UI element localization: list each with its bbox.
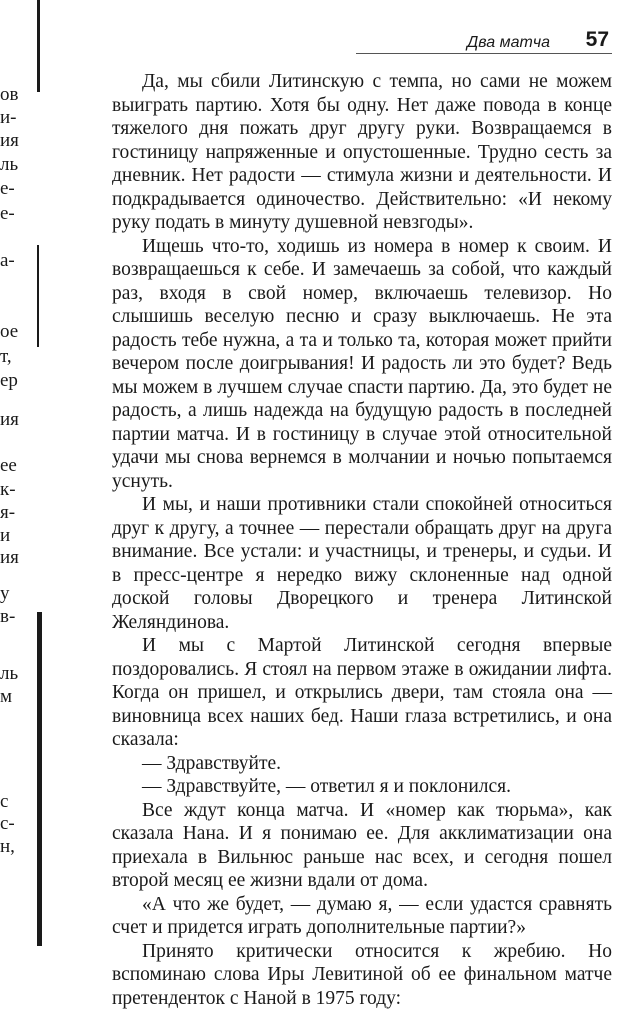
dialogue-line: — Здравствуйте. <box>112 752 612 776</box>
text-body <box>112 70 612 1010</box>
paragraph: Да, мы сбили Литинскую с темпа, но сами не можем выиграть партию. Хотя бы одну. Нет даже повода в конце тяжелого дня пожать друг другу руки. Возвращаемся в гостиницу напряженные и опустошенные. Трудно сесть за дневник. Нет радости — стимула жизни и деятельности. И подкрадывается одиночество. Действительно: «И некому руку подать в минуту душевной невзгоды». <box>112 70 612 235</box>
adjacent-page-fragment: ль <box>0 154 30 176</box>
adjacent-page-fragment: и- <box>0 107 30 129</box>
adjacent-page-fragment: ль <box>0 663 30 685</box>
running-title: Два матча <box>467 34 550 52</box>
spine-rule-bottom <box>37 612 42 946</box>
adjacent-page-fragment: с- <box>0 813 30 835</box>
paragraph: Принято критически относится к жребию. Но вспоминаю слова Иры Левитиной об ее финальном матче претенденток с Наной в 1975 году: <box>112 940 612 1010</box>
page-number: 57 <box>586 28 609 52</box>
spine-rule-middle <box>37 245 39 347</box>
header-rule <box>356 53 612 54</box>
paragraph: Все ждут конца матча. И «номер как тюрьма», как сказала Нана. И я понимаю ее. Для акклиматизации она приехала в Вильнюс раньше нас всех, и сегодня пошел второй месяц ее жизни вдали от дома. <box>112 799 612 893</box>
adjacent-page-fragment: а- <box>0 250 30 272</box>
paragraph: Ищешь что-то, ходишь из номера в номер к своим. И возвращаешься к себе. И замечаешь за собой, что каждый раз, входя в свой номер, включаешь телевизор. Но слышишь веселую песню и сразу выключаешь. Не эта радость тебе нужна, а та и только та, которая может прийти вечером после доигрывания! И радость ли это будет? Ведь мы можем в лучшем случае спасти партию. Да, это будет не радость, а лишь надежда на будущую радость в последней партии матча. И в гостиницу в случае этой относительной удачи мы снова вернемся в молчании и ночью попытаемся уснуть. <box>112 235 612 494</box>
adjacent-page-fragment: ее <box>0 455 30 477</box>
spine-rule-top <box>37 0 40 92</box>
adjacent-page-fragment: ое <box>0 321 30 343</box>
adjacent-page-fragment: с <box>0 791 30 813</box>
adjacent-page-fragment: е- <box>0 203 30 225</box>
adjacent-page-fragment: т, <box>0 346 30 368</box>
page-header <box>356 26 614 54</box>
adjacent-page-fragment: у <box>0 583 30 605</box>
adjacent-page-fragment: е- <box>0 178 30 200</box>
dialogue-line: — Здравствуйте, — ответил я и поклонился. <box>112 775 612 799</box>
adjacent-page-fragment: к- <box>0 479 30 501</box>
adjacent-page-fragment: ер <box>0 370 30 392</box>
adjacent-page-fragment: н, <box>0 836 30 858</box>
adjacent-page-fragment: ия <box>0 130 30 152</box>
adjacent-page-fragment: ия <box>0 547 30 569</box>
adjacent-page-fragment: я- <box>0 502 30 524</box>
adjacent-page-fragment: и <box>0 525 30 547</box>
adjacent-page-fragment: в- <box>0 606 30 628</box>
adjacent-page-fragment: ов <box>0 84 30 106</box>
adjacent-page-fragment: ия <box>0 409 30 431</box>
paragraph: «А что же будет, — думаю я, — если удастся сравнять счет и придется играть дополнительные партии?» <box>112 893 612 940</box>
adjacent-page-fragment: м <box>0 686 30 708</box>
paragraph: И мы с Мартой Литинской сегодня впервые поздоровались. Я стоял на первом этаже в ожидании лифта. Когда он пришел, и открылись двери, там стояла она — виновница всех наших бед. Наши глаза встретились, и она сказала: <box>112 634 612 752</box>
paragraph: И мы, и наши противники стали спокойней относиться друг к другу, а точнее — перестали обращать друг на друга внимание. Все устали: и участницы, и тренеры, и судьи. И в пресс-центре я нередко вижу склоненные над одной доской головы Дворецкого и тренера Литинской Желяндинова. <box>112 493 612 634</box>
